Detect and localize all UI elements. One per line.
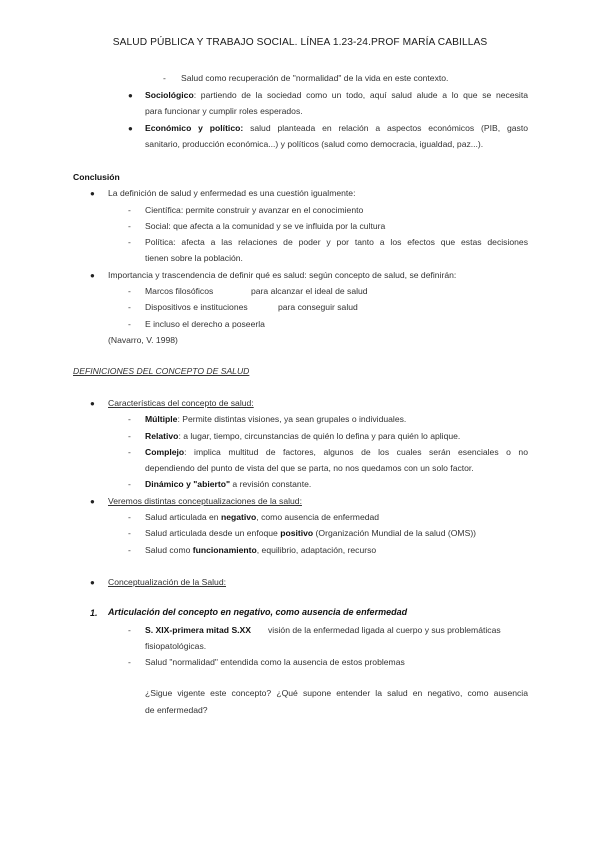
period-text-line-1: visión de la enfermedad ligada al cuerpo y sus problemáticas — [268, 625, 501, 635]
economico-line-2: sanitario, producción económica...) y políticos (salud como democracia, igualdad, paz...). — [145, 139, 484, 149]
relativo-item — [145, 431, 460, 442]
dash-marker: - — [128, 625, 131, 635]
dash-marker: - — [128, 479, 131, 489]
dinamico-text: a revisión constante. — [230, 479, 312, 489]
economico-text: salud planteada en relación a aspectos económicos (PIB, gasto — [243, 123, 528, 133]
negativo-pre: Salud articulada en — [145, 512, 221, 522]
funcionamiento-item — [145, 545, 376, 556]
relativo-term: Relativo — [145, 431, 179, 441]
negativo-post: , como ausencia de enfermedad — [256, 512, 380, 522]
question-line-1: ¿Sigue vigente este concepto? ¿Qué supone entender la salud en negativo, como ausencia — [145, 688, 528, 698]
bullet-marker: ● — [128, 91, 133, 100]
positivo-term: positivo — [280, 528, 314, 538]
dash-marker: - — [128, 205, 131, 215]
characteristics-title: Características del concepto de salud: — [108, 398, 254, 408]
dinamico-item — [145, 479, 311, 490]
dash-marker: - — [128, 286, 131, 296]
economico-term: Económico y político: — [145, 123, 244, 133]
conceptualization-title: Conceptualización de la Salud: — [108, 577, 227, 587]
dinamico-term: Dinámico y "abierto" — [145, 479, 231, 489]
conceptualizations-title: Veremos distintas conceptualizaciones de la salud: — [108, 496, 302, 506]
conclusion-item-1: La definición de salud y enfermedad es una cuestión igualmente: — [108, 188, 356, 198]
dash-marker: - — [128, 414, 131, 424]
marcos-item-b: para alcanzar el ideal de salud — [251, 286, 368, 296]
dash-marker: - — [128, 447, 131, 457]
bullet-marker: ● — [90, 271, 95, 280]
dash-marker: - — [128, 512, 131, 522]
multiple-text: : Permite distintas visiones, ya sean grupales o individuales. — [177, 414, 407, 424]
dash-marker: - — [128, 431, 131, 441]
section-number: 1. — [90, 608, 98, 618]
multiple-term: Múltiple — [145, 414, 178, 424]
sociologico-line-2: para funcionar y cumplir roles esperados. — [145, 106, 303, 116]
bullet-marker: ● — [90, 399, 95, 408]
sociologico-term: Sociológico — [145, 90, 194, 100]
complejo-line-2: dependiendo del punto de vista del que se parta, no nos quedamos con un solo factor. — [145, 463, 474, 473]
bullet-marker: ● — [90, 189, 95, 198]
question-line-2: de enfermedad? — [145, 705, 208, 715]
multiple-item — [145, 414, 406, 425]
conclusion-item-2: Importancia y trascendencia de definir qué es salud: según concepto de salud, se definirán: — [108, 270, 457, 280]
funcionamiento-term: funcionamiento — [192, 545, 257, 555]
social-item: Social: que afecta a la comunidad y se ve influida por la cultura — [145, 221, 386, 231]
dash-marker: - — [128, 545, 131, 555]
dispositivos-item-a: Dispositivos e instituciones — [145, 302, 248, 312]
dash-marker: - — [128, 221, 131, 231]
complejo-line-1 — [145, 447, 528, 458]
positivo-post: (Organización Mundial de la salud (OMS)) — [313, 528, 477, 538]
bullet-marker: ● — [128, 124, 133, 133]
dispositivos-item-b: para conseguir salud — [278, 302, 358, 312]
definitions-title: DEFINICIONES DEL CONCEPTO DE SALUD — [73, 366, 250, 376]
dash-marker: - — [163, 73, 166, 83]
dash-marker: - — [128, 528, 131, 538]
positivo-pre: Salud articulada desde un enfoque — [145, 528, 281, 538]
period-text-line-2: fisiopatológicas. — [145, 641, 207, 651]
page-header: SALUD PÚBLICA Y TRABAJO SOCIAL. LÍNEA 1.23-24.PROF MARÍA CABILLAS — [112, 37, 488, 48]
funcionamiento-pre: Salud como — [145, 545, 193, 555]
relativo-text: : a lugar, tiempo, circunstancias de quién lo defina y para quién lo aplique. — [178, 431, 461, 441]
negativo-item — [145, 512, 379, 523]
dash-marker: - — [128, 237, 131, 247]
bullet-marker: ● — [90, 497, 95, 506]
sociologico-text: : partiendo de la sociedad como un todo, aquí salud alude a lo que se necesita — [193, 90, 528, 100]
section-1-heading: Articulación del concepto en negativo, como ausencia de enfermedad — [108, 607, 408, 617]
marcos-item-a: Marcos filosóficos — [145, 286, 214, 296]
sociologico-line-1 — [145, 90, 528, 101]
politica-item-line-2: tienen sobre la población. — [145, 253, 243, 263]
positivo-item — [145, 528, 476, 539]
funcionamiento-post: , equilibrio, adaptación, recurso — [256, 545, 377, 555]
dash-marker: - — [128, 302, 131, 312]
cientifica-item: Científica: permite construir y avanzar en el conocimiento — [145, 205, 364, 215]
derecho-item: E incluso el derecho a poseerla — [145, 319, 265, 329]
citation: (Navarro, V. 1998) — [108, 335, 178, 345]
complejo-term: Complejo — [145, 447, 185, 457]
conclusion-title: Conclusión — [73, 172, 120, 182]
dash-marker: - — [128, 657, 131, 667]
period-term: S. XIX-primera mitad S.XX — [145, 625, 252, 635]
normalidad-item: Salud "normalidad" entendida como la ausencia de estos problemas — [145, 657, 405, 667]
bullet-marker: ● — [90, 578, 95, 587]
negativo-term: negativo — [220, 512, 257, 522]
complejo-text: : implica multitud de factores, algunos de los cuales serán esenciales o no — [184, 447, 528, 457]
dash-marker: - — [128, 319, 131, 329]
politica-item-line-1: Política: afecta a las relaciones de poder y por tanto a los efectos que estas decisiones — [145, 237, 528, 247]
recovery-item: Salud como recuperación de "normalidad" de la vida en este contexto. — [181, 73, 449, 83]
economico-line-1 — [145, 123, 528, 134]
